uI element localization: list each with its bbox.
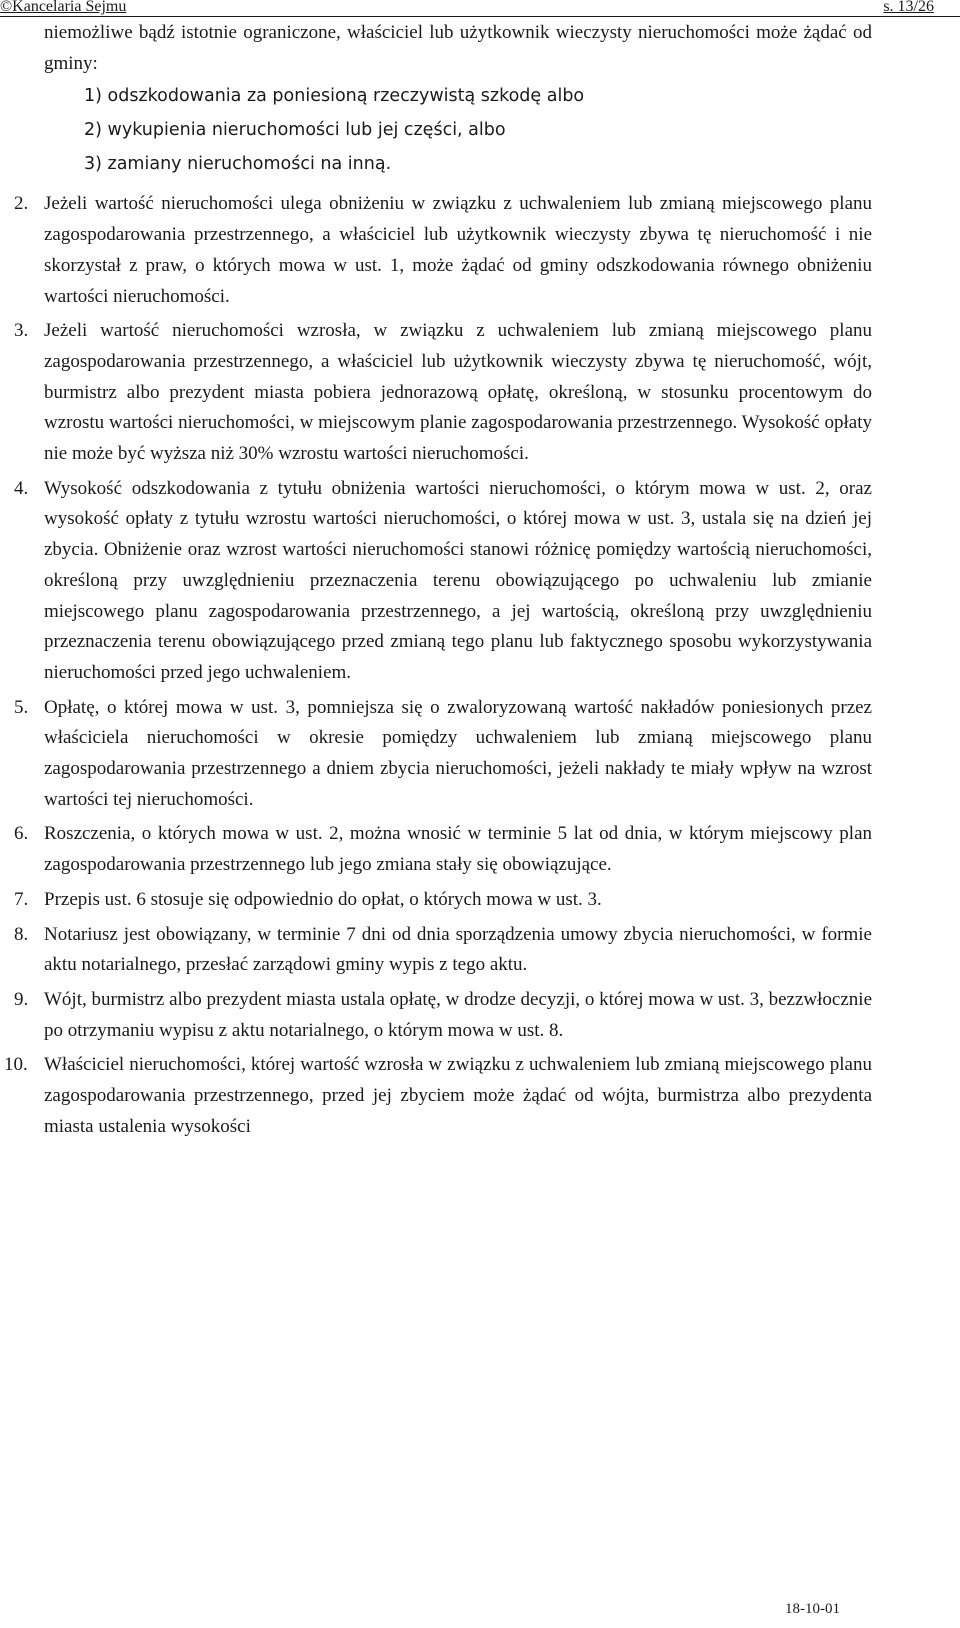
intro-paragraph: niemożliwe bądź istotnie ograniczone, właściciel lub użytkownik wieczysty nieruchomości może żądać od gminy:	[44, 22, 872, 74]
paragraph-number: 9.	[14, 988, 29, 1010]
paragraph-4	[14, 474, 872, 689]
paragraph-2	[14, 189, 872, 312]
paragraph-number: 7.	[14, 888, 29, 910]
footer-date: 18-10-01	[785, 1601, 840, 1617]
sub-item-3: 3) zamiany nieruchomości na inną.	[84, 154, 392, 175]
paragraph-text: Przepis ust. 6 stosuje się odpowiednio do opłat, o których mowa w ust. 3.	[44, 888, 602, 910]
paragraph-9	[14, 985, 872, 1046]
paragraph-number: 4.	[14, 477, 29, 499]
paragraph-number: 2.	[14, 193, 29, 215]
sub-item-2: 2) wykupienia nieruchomości lub jej części, albo	[84, 120, 506, 141]
header-page-number: s. 13/26	[883, 0, 934, 15]
header-source: ©Kancelaria Sejmu	[0, 0, 127, 15]
paragraph-7	[14, 885, 872, 916]
paragraph-number: 5.	[14, 696, 29, 718]
header-rule	[0, 16, 960, 17]
paragraph-number: 10.	[4, 1054, 28, 1076]
paragraph-text: Wysokość odszkodowania z tytułu obniżenia wartości nieruchomości, o którym mowa w ust. 2, oraz wysokość opłaty z tytułu wzrostu wartości nieruchomości, o której mowa w ust. 3, ustala się na dzień jej zbycia. Obniżenie oraz wzrost wartości nieruchomości stanowi różnicę pomiędzy wartością nieruchomości, określoną przy uwzględnieniu przeznaczenia terenu obowiązującego po uchwaleniu lub zmianie miejscowego planu zagospodarowania przestrzennego, a jej wartością, określoną przy uwzględnieniu przeznaczenia terenu obowiązującego przed zmianą tego planu lub faktycznego sposobu wykorzystywania nieruchomości przed jego uchwaleniem.	[44, 477, 872, 683]
document-body	[4, 18, 872, 1143]
paragraph-text: Notariusz jest obowiązany, w terminie 7 dni od dnia sporządzenia umowy zbycia nieruchomości, w formie aktu notarialnego, przesłać zarządowi gminy wypis z tego aktu.	[44, 923, 872, 976]
paragraph-text: Właściciel nieruchomości, której wartość wzrosła w związku z uchwaleniem lub zmianą miejscowego planu zagospodarowania przestrzennego, przed jej zbyciem może żądać od wójta, burmistrza albo prezydenta miasta ustalenia wysokości	[44, 1054, 872, 1137]
paragraph-text: Jeżeli wartość nieruchomości ulega obniżeniu w związku z uchwaleniem lub zmianą miejscowego planu zagospodarowania przestrzennego, a właściciel lub użytkownik wieczysty zbywa tę nieruchomość i nie skorzystał z praw, o których mowa w ust. 1, może żądać od gminy odszkodowania równego obniżeniu wartości nieruchomości.	[44, 193, 872, 307]
paragraph-number: 8.	[14, 923, 29, 945]
paragraph-10	[4, 1050, 872, 1142]
paragraph-number: 3.	[14, 320, 29, 342]
paragraph-text: Wójt, burmistrz albo prezydent miasta ustala opłatę, w drodze decyzji, o której mowa w ust. 3, bezzwłocznie po otrzymaniu wypisu z aktu notarialnego, o którym mowa w ust. 8.	[44, 988, 872, 1041]
paragraph-3	[14, 316, 872, 470]
paragraph-6	[14, 819, 872, 880]
paragraph-text: Jeżeli wartość nieruchomości wzrosła, w związku z uchwaleniem lub zmianą miejscowego planu zagospodarowania przestrzennego, a właściciel lub użytkownik wieczysty zbywa tę nieruchomość, wójt, burmistrz albo prezydent miasta pobiera jednorazową opłatę, określoną, w stosunku procentowym do wzrostu wartości nieruchomości, w miejscowym planie zagospodarowania przestrzennego. Wysokość opłaty nie może być wyższa niż 30% wzrostu wartości nieruchomości.	[44, 320, 872, 465]
sub-item-1: 1) odszkodowania za poniesioną rzeczywistą szkodę albo	[84, 86, 585, 107]
paragraph-text: Roszczenia, o których mowa w ust. 2, można wnosić w terminie 5 lat od dnia, w którym miejscowy plan zagospodarowania przestrzennego lub jego zmiana stały się obowiązujące.	[44, 823, 872, 876]
paragraph-text: Opłatę, o której mowa w ust. 3, pomniejsza się o zwaloryzowaną wartość nakładów poniesionych przez właściciela nieruchomości w okresie pomiędzy uchwaleniem lub zmianą miejscowego planu zagospodarowania przestrzennego a dniem zbycia nieruchomości, jeżeli nakłady te miały wpływ na wzrost wartości tej nieruchomości.	[44, 696, 872, 810]
sub-list	[14, 79, 872, 181]
paragraph-number: 6.	[14, 823, 29, 845]
paragraph-8	[14, 920, 872, 981]
paragraph-5	[14, 693, 872, 816]
